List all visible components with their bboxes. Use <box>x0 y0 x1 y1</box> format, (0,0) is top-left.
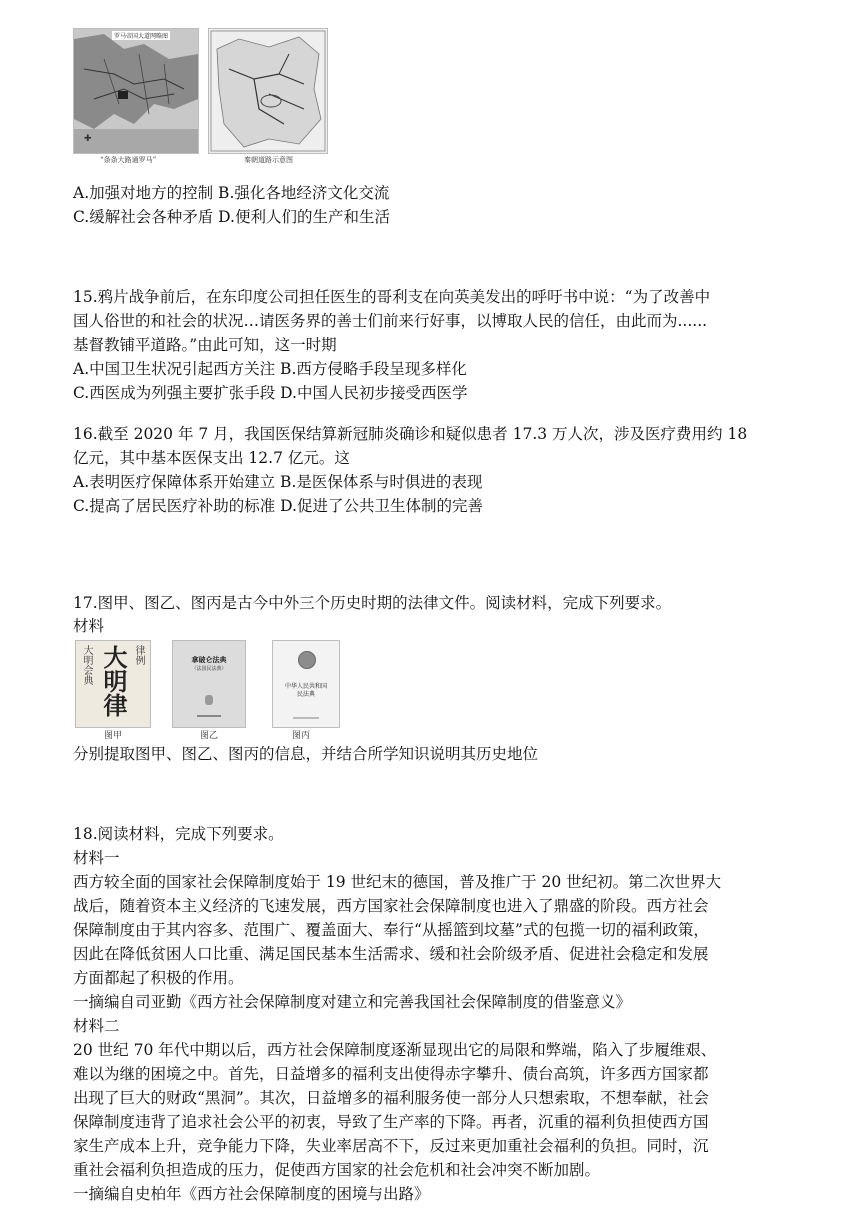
civil-code-book-image <box>272 640 340 728</box>
q18-material2-line-3: 出现了巨大的财政“黑洞”。其次，日益增多的福利服务使一部分人只想索取，不想奉献，社会 <box>73 1089 709 1107</box>
roman-roads-map <box>73 28 199 154</box>
q15-stem-line-2: 国人俗世的和社会的状况…请医务界的善士们前来行好事，以博取人民的信任，由此而为...... <box>73 312 708 330</box>
qin-roads-map <box>208 28 328 154</box>
figure-bing-caption: 图丙 <box>292 731 311 741</box>
q18-material2-line-5: 家生产成本上升，竞争能力下降，失业率居高不下，反过来更加重社会福利的负担。同时，沉 <box>73 1137 709 1155</box>
q16-stem-line-1: 16.截至 2020 年 7 月，我国医保结算新冠肺炎确诊和疑似患者 17.3 万人次，涉及医疗费用约 18 <box>73 425 748 443</box>
figure-jia-caption: 图甲 <box>104 731 123 741</box>
q18-material1-line-3: 保障制度由于其内容多、范围广、覆盖面大、奉行“从摇篮到坟墓”式的包揽一切的福利政策， <box>73 921 709 939</box>
q18-material2-line-6: 重社会福利负担造成的压力，促使西方国家的社会危机和社会冲突不断加剧。 <box>73 1161 601 1179</box>
q17-material-label: 材料 <box>73 617 105 635</box>
q18-source2: 一摘编自史柏年《西方社会保障制度的困境与出路》 <box>73 1185 430 1203</box>
q18-material2-line-4: 保障制度违背了追求社会公平的初衷，导致了生产率的下降。再者，沉重的福利负担使西方国 <box>73 1113 709 1131</box>
daminglv-book-image <box>75 640 151 728</box>
q18-material1-line-5: 方面都起了积极的作用。 <box>73 969 244 987</box>
q14-option-line-2: C.缓解社会各种矛盾 D.便利人们的生产和生活 <box>73 208 390 226</box>
q18-intro: 18.阅读材料，完成下列要求。 <box>73 825 284 843</box>
daminglv-side-left: 大明会典 <box>81 645 92 685</box>
napoleon-code-title: 拿破仑法典 <box>191 655 227 664</box>
q16-stem-line-2: 亿元，其中基本医保支出 12.7 亿元。这 <box>73 449 350 467</box>
q18-material1-line-2: 战后，随着资本主义经济的飞速发展，西方国家社会保障制度也进入了鼎盛的阶段。西方社会 <box>73 897 709 915</box>
q18-material1-line-1: 西方较全面的国家社会保障制度始于 19 世纪末的德国，普及推广于 20 世纪初。第二次世界大 <box>73 873 722 891</box>
roman-roads-map-graphic <box>74 29 198 153</box>
roman-map-inner-title: 罗马帝国大道网略图 <box>114 33 169 40</box>
napoleon-code-book-image <box>172 640 246 728</box>
q18-material2-line-1: 20 世纪 70 年代中期以后，西方社会保障制度逐渐显现出它的局限和弊端，陷入了步履维艰、 <box>73 1041 717 1059</box>
q18-material1-label: 材料一 <box>73 849 120 867</box>
national-emblem-icon <box>298 651 316 669</box>
daminglv-big-title: 大明律 <box>99 645 128 717</box>
q15-stem-line-1: 15.鸦片战争前后，在东印度公司担任医生的哥利支在向英美发出的呼吁书中说：“为了改善中 <box>73 288 711 306</box>
qin-map-caption: 秦朝道路示意图 <box>244 156 293 164</box>
q15-stem-line-3: 基督教铺平道路。”由此可知，这一时期 <box>73 336 337 354</box>
q18-source1: 一摘编自司亚勤《西方社会保障制度对建立和完善我国社会保障制度的借鉴意义》 <box>73 993 632 1011</box>
figure-yi-caption: 图乙 <box>200 731 219 741</box>
civil-code-title-line2: 民法典 <box>296 691 315 698</box>
napoleon-code-subtitle: （法国民法典） <box>191 666 227 672</box>
q18-material2-line-2: 难以为继的困境之中。首先，日益增多的福利支出使得赤字攀升、债台高筑，许多西方国家都 <box>73 1065 709 1083</box>
q18-material1-line-4: 因此在降低贫困人口比重、满足国民基本生活需求、缓和社会阶级矛盾、促进社会稳定和发展 <box>73 945 709 963</box>
civil-code-title-line1: 中华人民共和国 <box>284 683 327 690</box>
q18-material2-label: 材料二 <box>73 1017 120 1035</box>
q16-option-line-1: A.表明医疗保障体系开始建立 B.是医保体系与时俱进的表现 <box>73 473 483 491</box>
qin-roads-map-graphic <box>209 29 327 153</box>
daminglv-side-right: 律例 <box>133 645 144 665</box>
civil-code-bottom-bar <box>293 717 319 719</box>
q14-option-line-1: A.加强对地方的控制 B.强化各地经济文化交流 <box>73 184 390 202</box>
q17-question: 分别提取图甲、图乙、图丙的信息，并结合所学知识说明其历史地位 <box>73 745 539 763</box>
roman-map-caption: “条条大路通罗马” <box>100 156 157 164</box>
svg-text:✚: ✚ <box>84 134 92 144</box>
q15-option-line-2: C.西医成为列强主要扩张手段 D.中国人民初步接受西医学 <box>73 384 468 402</box>
napoleon-code-publisher-bar <box>197 715 221 717</box>
napoleon-code-ornament <box>205 695 213 705</box>
q15-option-line-1: A.中国卫生状况引起西方关注 B.西方侵略手段呈现多样化 <box>73 360 467 378</box>
q16-option-line-2: C.提高了居民医疗补助的标准 D.促进了公共卫生体制的完善 <box>73 497 483 515</box>
q17-intro: 17.图甲、图乙、图丙是古今中外三个历史时期的法律文件。阅读材料，完成下列要求。 <box>73 594 672 612</box>
